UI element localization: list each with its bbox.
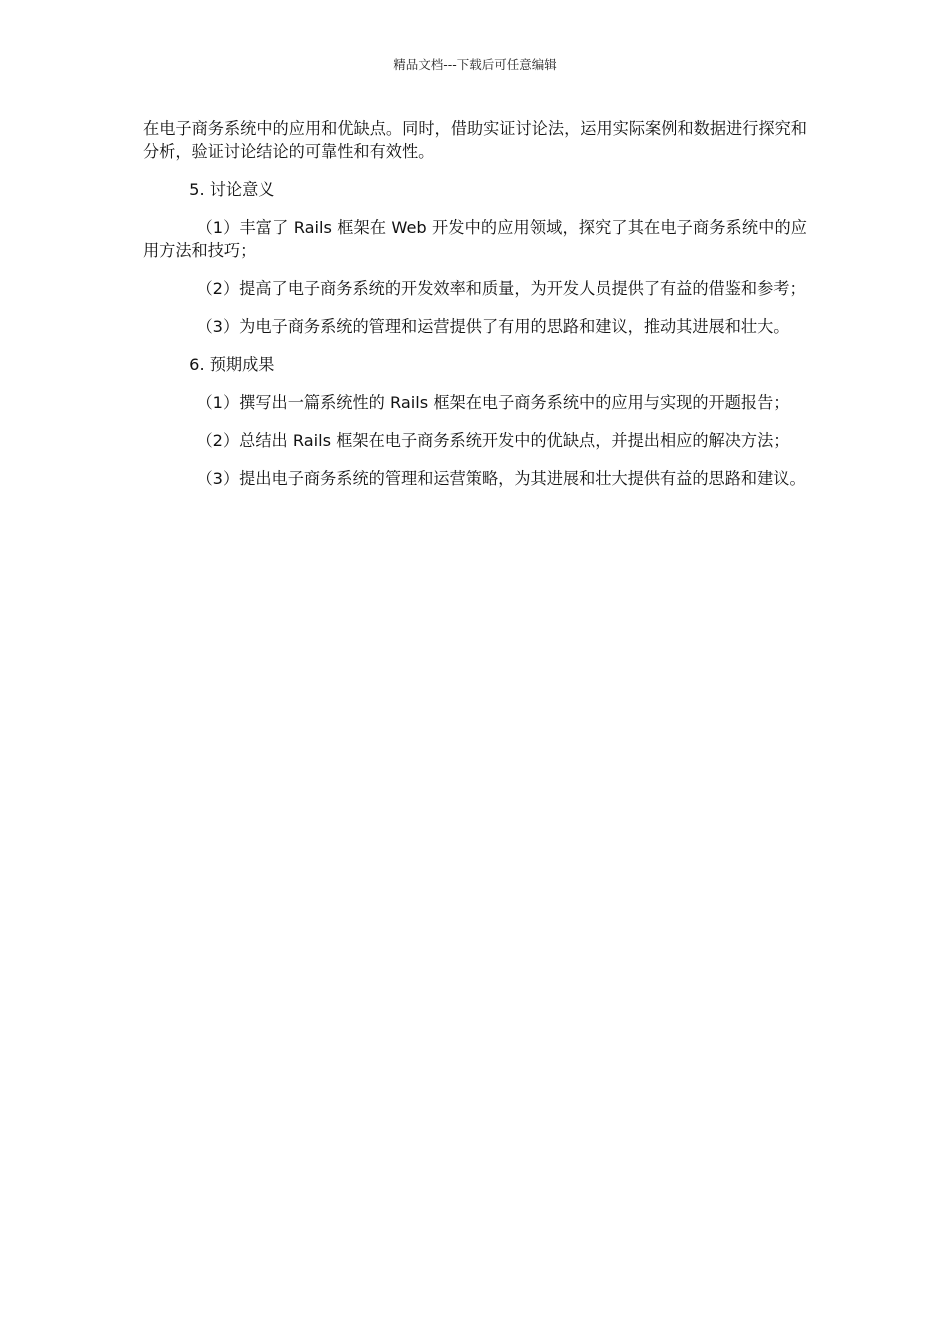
section-6-heading: 6. 预期成果 [189, 355, 275, 374]
section-6-item-3: （3）提出电子商务系统的管理和运营策略，为其进展和壮大提供有益的思路和建议。 [196, 469, 806, 488]
section-6-item-2: （2）总结出 Rails 框架在电子商务系统开发中的优缺点，并提出相应的解决方法； [196, 431, 790, 450]
section-5-heading: 5. 讨论意义 [189, 180, 275, 199]
section-6-item-1: （1）撰写出一篇系统性的 Rails 框架在电子商务系统中的应用与实现的开题报告； [196, 393, 790, 412]
intro-paragraph: 在电子商务系统中的应用和优缺点。同时，借助实证讨论法，运用实际案例和数据进行探究和分析，验证讨论结论的可靠性和有效性。 [143, 119, 807, 161]
section-5-item-3: （3）为电子商务系统的管理和运营提供了有用的思路和建议，推动其进展和壮大。 [196, 317, 790, 336]
section-5-item-2: （2）提高了电子商务系统的开发效率和质量，为开发人员提供了有益的借鉴和参考； [196, 279, 806, 298]
page-header: 精品文档---下载后可任意编辑 [393, 57, 557, 72]
document-body [143, 117, 807, 505]
section-5-item-1: （1）丰富了 Rails 框架在 Web 开发中的应用领域，探究了其在电子商务系统中的应用方法和技巧； [143, 218, 807, 260]
